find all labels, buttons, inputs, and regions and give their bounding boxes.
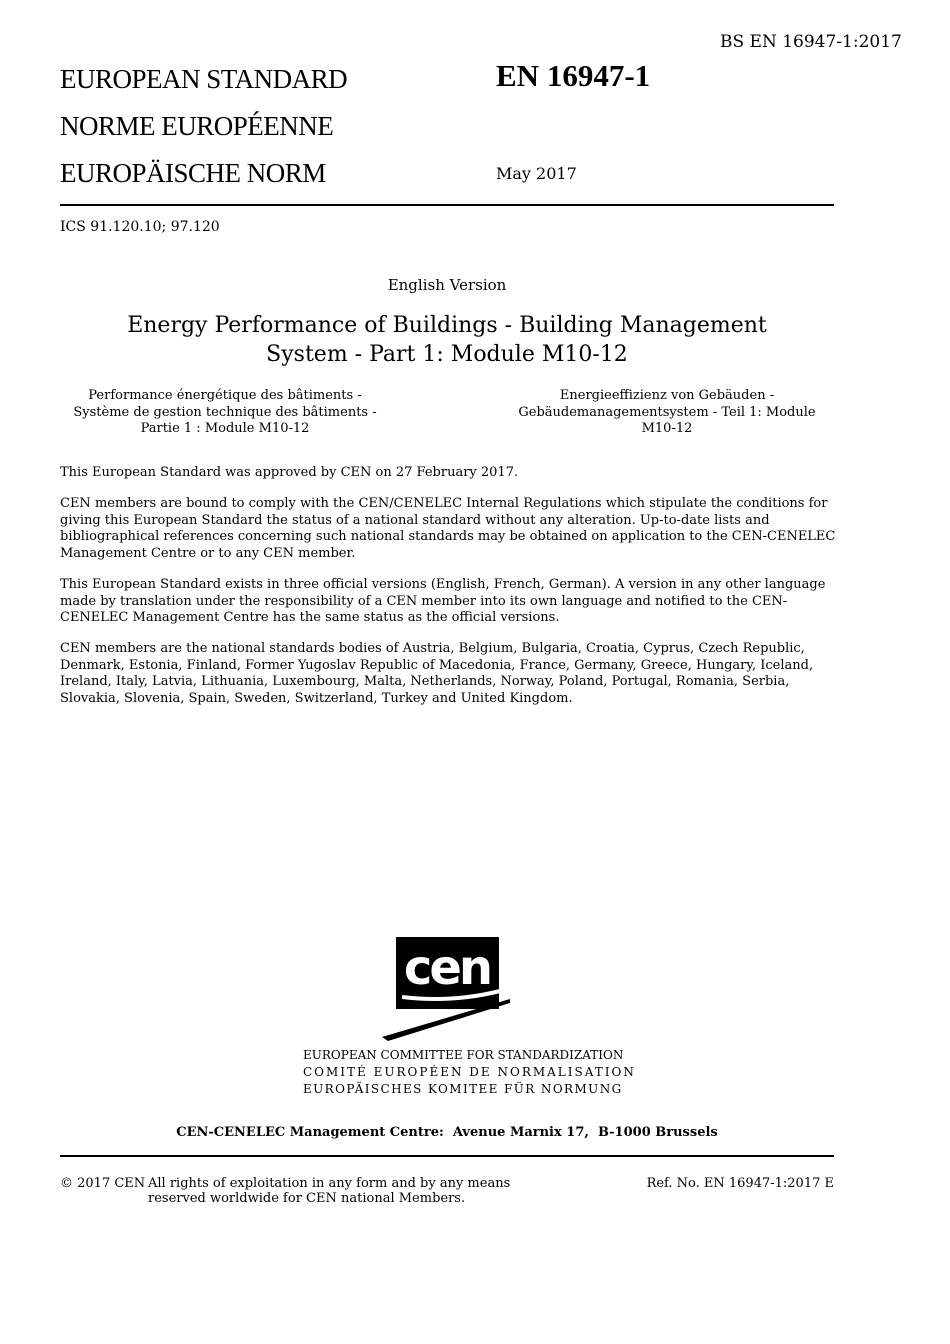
- organization-name-english: EUROPEAN COMMITTEE FOR STANDARDIZATION: [303, 1048, 624, 1062]
- publication-date: May 2017: [496, 164, 577, 183]
- cen-logo: [382, 937, 512, 1041]
- document-number: EN 16947-1: [496, 58, 651, 93]
- ics-code: ICS 91.120.10; 97.120: [60, 219, 220, 235]
- bottom-divider: [60, 1155, 834, 1157]
- bs-reference: BS EN 16947-1:2017: [720, 32, 902, 52]
- versions-paragraph: This European Standard exists in three official versions (English, French, German). A version in any other language made by translation under the responsibility of a CEN member into its own language and notified to the CEN-CENELEC Management Centre has the same status as the official versions.: [60, 577, 826, 625]
- management-centre-address: CEN-CENELEC Management Centre: Avenue Marnix 17, B-1000 Brussels: [176, 1125, 718, 1140]
- organization-name-french: COMITÉ EUROPÉEN DE NORMALISATION: [303, 1065, 636, 1079]
- version-label: English Version: [387, 276, 507, 294]
- standard-title-english: EUROPEAN STANDARD: [60, 64, 348, 94]
- french-title: Performance énergétique des bâtiments - Système de gestion technique des bâtiments - Partie 1 : Module M10-12: [73, 388, 377, 436]
- members-paragraph: CEN members are the national standards bodies of Austria, Belgium, Bulgaria, Croatia, Cyprus, Czech Republic, Denmark, Estonia, Finland, Former Yugoslav Republic of Macedonia, France, Germany, Greece, Hungary, Iceland, Ireland, Italy, Latvia, Lithuania, Luxembourg, Malta, Netherlands, Norway, Poland, Portugal, Romania, Serbia, Slovakia, Slovenia, Spain, Sweden, Switzerland, Turkey and United Kingdom.: [60, 641, 814, 706]
- standard-title-french: NORME EUROPÉENNE: [60, 111, 334, 141]
- reference-number: Ref. No. EN 16947-1:2017 E: [646, 1176, 834, 1191]
- main-title: [60, 311, 834, 369]
- standard-title-german: EUROPÄISCHE NORM: [60, 158, 326, 188]
- cen-logo-text: cen: [403, 940, 491, 996]
- rights-statement: All rights of exploitation in any form and by any means reserved worldwide for CEN national Members.: [148, 1176, 511, 1206]
- copyright: © 2017 CEN: [60, 1176, 146, 1191]
- regulations-paragraph: CEN members are bound to comply with the CEN/CENELEC Internal Regulations which stipulate the conditions for giving this European Standard the status of a national standard without any alteration. Up-to-date lists and bibliographical references concerning such national standards may be obtained on application to the CEN-CENELEC Management Centre or to any CEN member.: [60, 496, 836, 561]
- german-title: Energieeffizienz von Gebäuden - Gebäudemanagementsystem - Teil 1: Module M10-12: [518, 388, 816, 436]
- main-title-line-2: System - Part 1: Module M10-12: [266, 342, 628, 367]
- organization-name-german: EUROPÄISCHES KOMITEE FÜR NORMUNG: [303, 1082, 623, 1096]
- top-divider: [60, 204, 834, 206]
- main-title-line-1: Energy Performance of Buildings - Building Management: [127, 313, 767, 338]
- approval-paragraph: This European Standard was approved by CEN on 27 February 2017.: [60, 465, 519, 480]
